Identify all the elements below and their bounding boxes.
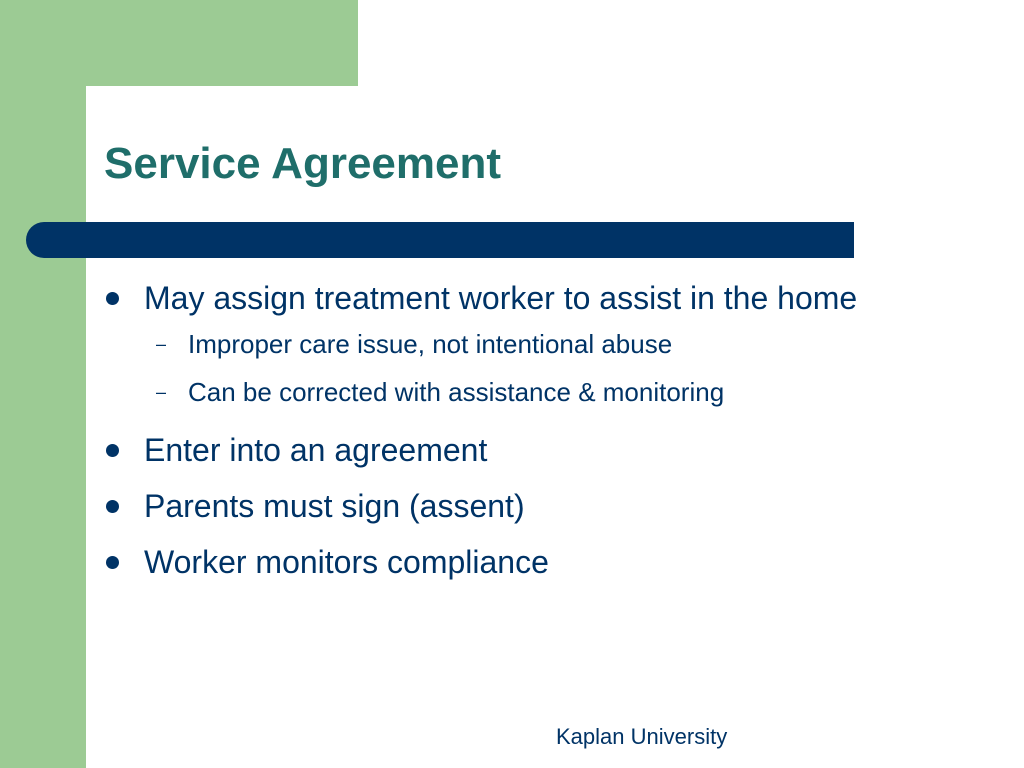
sub-bullet-text: Improper care issue, not intentional abuse: [188, 329, 673, 359]
bullet-dot-icon: [106, 556, 119, 569]
green-side-band: [0, 0, 86, 768]
dash-icon: –: [156, 334, 167, 354]
bullet-item: [102, 484, 942, 528]
bullet-text: Enter into an agreement: [144, 432, 488, 468]
bullet-item: [102, 540, 942, 584]
bullet-dot-icon: [106, 292, 119, 305]
bullet-text: Worker monitors compliance: [144, 544, 549, 580]
bullet-item: [102, 276, 942, 320]
sub-bullet-item: [102, 320, 942, 368]
dash-icon: –: [156, 382, 167, 402]
sub-bullet-text: Can be corrected with assistance & monitoring: [188, 377, 725, 407]
slide-title: Service Agreement: [104, 139, 502, 188]
title-underline-bar: [26, 222, 854, 258]
footer-text: Kaplan University: [556, 724, 728, 749]
sub-bullet-item: [102, 368, 942, 416]
bullet-text: May assign treatment worker to assist in the home: [144, 280, 858, 316]
bullet-dot-icon: [106, 444, 119, 457]
bullet-list: [102, 276, 942, 584]
green-top-band: [0, 0, 358, 86]
bullet-dot-icon: [106, 500, 119, 513]
bullet-item: [102, 428, 942, 472]
bullet-text: Parents must sign (assent): [144, 488, 525, 524]
